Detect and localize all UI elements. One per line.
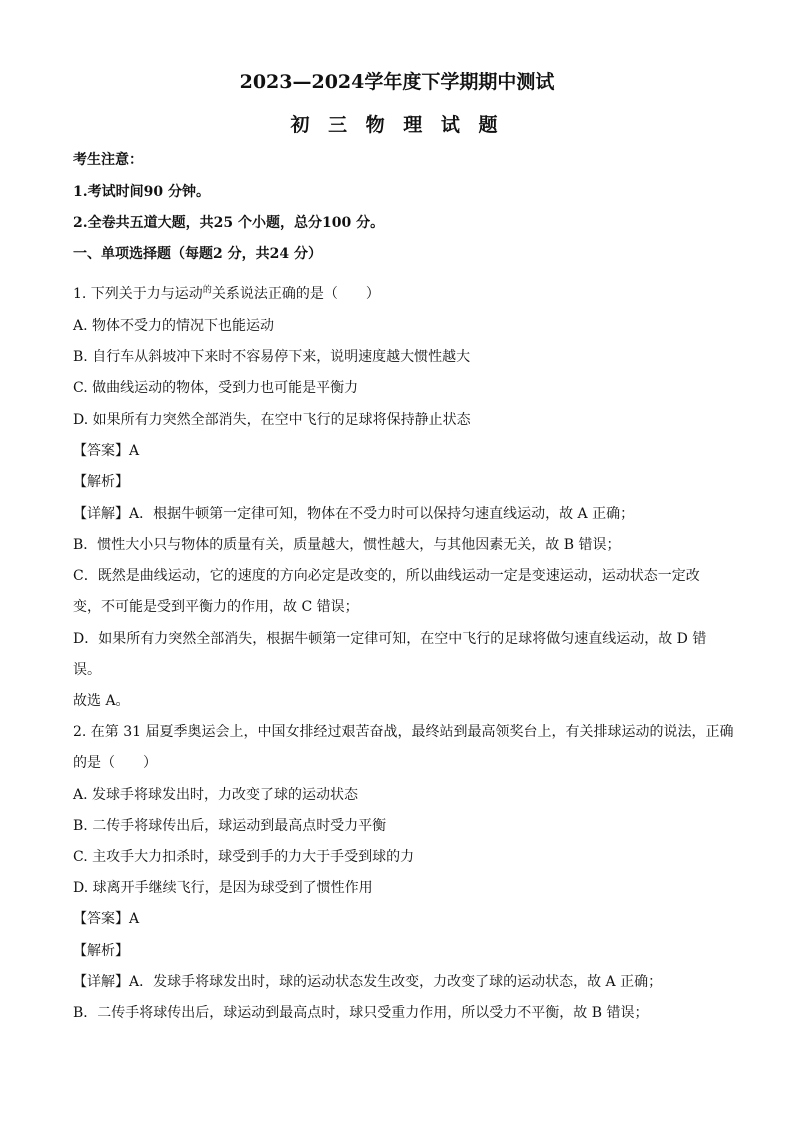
q1-detail-line: D．如果所有力突然全部消失，根据牛顿第一定律可知，在空中飞行的足球将做匀速直线运动，故 D 错 (73, 631, 707, 647)
q1-stem-part-a: 1. 下列关于力与运动 (73, 286, 203, 302)
q2-answer: 【答案】A (73, 911, 140, 927)
q1-stem-part-b: 关系说法正确的是（ ） (211, 286, 380, 302)
q2-option-d: D. 球离开手继续飞行，是因为球受到了惯性作用 (73, 880, 373, 896)
q2-option-c: C. 主攻手大力扣杀时，球受到手的力大于手受到球的力 (73, 849, 415, 865)
q1-detail-line: 变，不可能是受到平衡力的作用，故 C 错误； (73, 599, 359, 615)
q1-option-a: A. 物体不受力的情况下也能运动 (73, 318, 275, 334)
q1-stem (73, 284, 733, 304)
q1-option-b: B. 自行车从斜坡冲下来时不容易停下来，说明速度越大惯性越大 (73, 349, 471, 365)
q1-option-d: D. 如果所有力突然全部消失，在空中飞行的足球将保持静止状态 (73, 412, 471, 428)
q2-detail-line: 【详解】A．发球手将球发出时，球的运动状态发生改变，力改变了球的运动状态，故 A 正确； (73, 974, 663, 990)
q2-stem-line: 2. 在第 31 届夏季奥运会上，中国女排经过艰苦奋战，最终站到最高领奖台上，有关排球运动的说法，正确 (73, 724, 734, 740)
exam-subtitle: 初 三 物 理 试 题 (290, 114, 504, 136)
q2-detail-line: B．二传手将球传出后，球运动到最高点时，球只受重力作用，所以受力不平衡，故 B 错误； (73, 1005, 649, 1021)
notice-heading: 考生注意： (73, 152, 143, 168)
q1-detail-line: B．惯性大小只与物体的质量有关，质量越大，惯性越大，与其他因素无关，故 B 错误； (73, 537, 621, 553)
q1-option-c: C. 做曲线运动的物体，受到力也可能是平衡力 (73, 380, 359, 396)
q2-option-b: B. 二传手将球传出后，球运动到最高点时受力平衡 (73, 818, 387, 834)
q1-stem-superscript: 的 (202, 285, 212, 296)
q1-detail-line: C．既然是曲线运动，它的速度的方向必定是改变的，所以曲线运动一定是变速运动，运动状态一定改 (73, 568, 700, 584)
notice-item-2: 2.全卷共五道大题，共25 个小题，总分100 分。 (73, 215, 385, 231)
q2-option-a: A. 发球手将球发出时，力改变了球的运动状态 (73, 787, 359, 803)
notice-item-1: 1.考试时间90 分钟。 (73, 184, 210, 200)
q1-analysis-label: 【解析】 (73, 474, 129, 490)
section-heading: 一、单项选择题（每题2 分，共24 分） (73, 246, 322, 262)
exam-title: 2023—2024学年度下学期期中测试 (239, 71, 555, 93)
q1-detail-line: 【详解】A．根据牛顿第一定律可知，物体在不受力时可以保持匀速直线运动，故 A 正确； (73, 506, 635, 522)
q2-stem-line: 的是（ ） (73, 755, 157, 771)
q1-conclusion: 故选 A。 (73, 693, 130, 709)
q2-analysis-label: 【解析】 (73, 943, 129, 959)
q1-answer: 【答案】A (73, 443, 140, 459)
q1-detail-line: 误。 (73, 662, 101, 678)
